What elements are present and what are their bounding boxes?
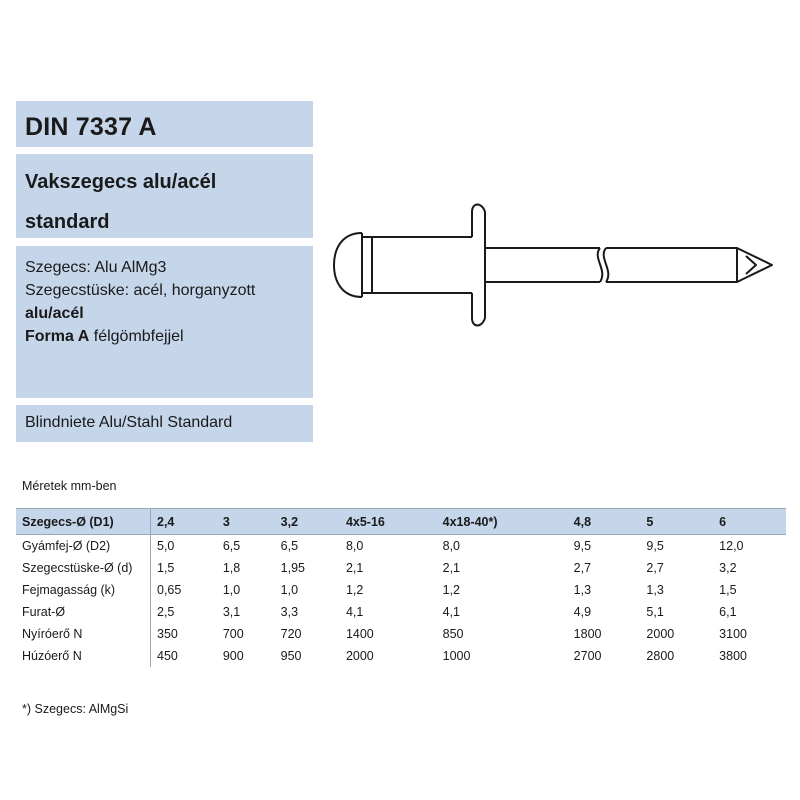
row-label: Gyámfej-Ø (D2) [16,535,151,558]
table-cell: 1,0 [222,583,241,597]
german-name: Blindniete Alu/Stahl Standard [25,414,233,431]
dimensions-table [16,508,786,667]
footnote: *) Szegecs: AlMgSi [22,702,129,716]
table-cell: 2000 [345,649,374,663]
table-row [16,557,786,579]
table-cell: 1,2 [345,583,364,597]
subtitle-panel [16,154,313,238]
material-line-1: Szegecs: Alu AlMg3 [25,259,167,276]
table-cell: 4,1 [345,605,364,619]
table-cell: 5,1 [646,605,664,619]
table-cell: 2,1 [442,561,461,575]
table-cell: 6,5 [222,539,241,553]
table-cell: 6,5 [280,539,299,553]
material-line-4 [25,325,313,348]
table-row [16,645,786,667]
material-line-2: Szegecstüske: acél, horganyzott [25,282,256,299]
table-cell: 4,1 [442,605,461,619]
table-cell: 2,7 [646,561,664,575]
size-header: 4x18-40*) [437,509,568,535]
table-cell: 4,9 [573,605,592,619]
material-panel [16,246,313,398]
page-title: DIN 7337 A [25,113,157,141]
table-cell: 450 [157,649,178,663]
table-cell: 2700 [573,649,602,663]
table-cell: 2800 [646,649,675,663]
title-panel [16,101,313,147]
subtitle-line-2: standard [25,211,110,233]
row-label: Húzóerő N [16,645,151,667]
rivet-body [362,233,472,297]
table-cell: 350 [157,627,178,641]
table-cell: 700 [222,627,244,641]
size-header: 2,4 [151,509,217,535]
table-cell: 3,3 [280,605,299,619]
table-cell: 8,0 [442,539,461,553]
table-cell: 9,5 [646,539,664,553]
table-row [16,601,786,623]
material-line-3: alu/acél [25,305,84,322]
table-cell: 2,1 [345,561,364,575]
table-cell: 850 [442,627,464,641]
subtitle-line-1: Vakszegecs alu/acél [25,171,217,193]
rivet-drawing-icon [332,190,782,340]
table-cell: 3100 [719,627,747,641]
units-note: Méretek mm-ben [22,479,117,493]
size-header: 3 [217,509,275,535]
table-cell: 6,1 [719,605,737,619]
rivet-dome-head [334,233,362,297]
table-cell: 1,8 [222,561,241,575]
table-cell: 1,2 [442,583,461,597]
row-label: Nyíróerő N [16,623,151,645]
table-row [16,535,786,558]
table-header-row [16,509,786,535]
row-label: Furat-Ø [16,601,151,623]
rivet-flange [472,205,485,326]
table-cell: 1,5 [157,561,175,575]
table-cell: 1800 [573,627,602,641]
table-cell: 3,1 [222,605,241,619]
table-cell: 9,5 [573,539,592,553]
table-cell: 2000 [646,627,675,641]
table-cell: 1,95 [280,561,305,575]
table-cell: 1400 [345,627,374,641]
row-label: Fejmagasság (k) [16,579,151,601]
german-name-panel [16,405,313,442]
size-header: 6 [713,509,786,535]
size-header: 4,8 [568,509,641,535]
table-cell: 1000 [442,649,471,663]
table-cell: 2,5 [157,605,175,619]
table-cell: 2,7 [573,561,592,575]
table-cell: 1,0 [280,583,299,597]
table-cell: 3800 [719,649,747,663]
size-header: 3,2 [275,509,340,535]
mandrel-break-mark [598,248,603,282]
table-cell: 720 [280,627,302,641]
table-cell: 1,3 [646,583,664,597]
table-cell: 1,3 [573,583,592,597]
mandrel-tip [737,248,772,282]
size-header: 4x5-16 [340,509,437,535]
form-description: félgömbfejjel [89,328,184,345]
size-header: 5 [640,509,713,535]
table-row [16,623,786,645]
table-cell: 0,65 [157,583,182,597]
table-cell: 12,0 [719,539,744,553]
table-cell: 3,2 [719,561,737,575]
table-cell: 950 [280,649,302,663]
table-cell: 5,0 [157,539,175,553]
table-cell: 8,0 [345,539,364,553]
table-cell: 900 [222,649,244,663]
table-row [16,579,786,601]
table-header-label: Szegecs-Ø (D1) [16,509,151,535]
form-label: Forma A [25,328,90,345]
row-label: Szegecstüske-Ø (d) [16,557,151,579]
table-cell: 1,5 [719,583,737,597]
